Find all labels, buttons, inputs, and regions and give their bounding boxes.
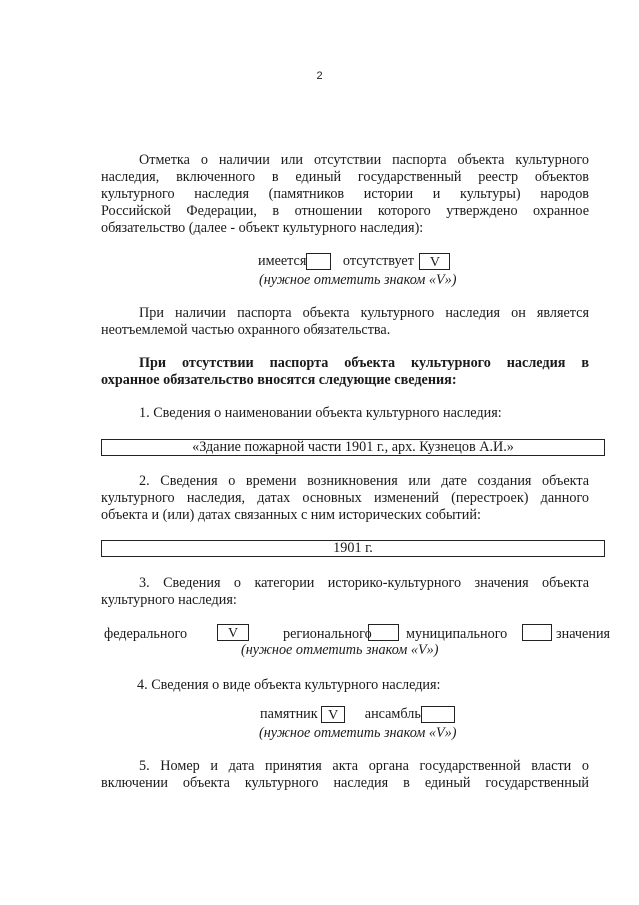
heading-line: При отсутствии паспорта объекта культурного наследия в bbox=[139, 355, 589, 371]
passport-intro-paragraph bbox=[101, 152, 589, 237]
object-type-row bbox=[260, 706, 455, 723]
section5-line: включении объекта культурного наследия в единый государственный bbox=[101, 775, 589, 791]
federal-label: федерального bbox=[104, 626, 188, 642]
intro-line: культурного наследия (памятников истории и культуры) народов bbox=[101, 186, 589, 202]
has-passport-checkbox[interactable] bbox=[306, 253, 331, 270]
no-passport-label: отсутствует bbox=[342, 253, 414, 269]
section4-title: 4. Сведения о виде объекта культурного наследия: bbox=[137, 677, 441, 693]
object-name-field[interactable]: «Здание пожарной части 1901 г., арх. Кузнецов А.И.» bbox=[101, 439, 605, 456]
section3-line: 3. Сведения о категории историко-культурного значения объекта bbox=[139, 575, 589, 591]
municipal-checkbox[interactable] bbox=[522, 624, 552, 641]
category-row bbox=[0, 624, 639, 644]
section3-line: культурного наследия: bbox=[101, 592, 237, 608]
passport-note-paragraph bbox=[101, 305, 589, 339]
passport-choice-row bbox=[258, 253, 450, 270]
page-number: 2 bbox=[316, 70, 323, 82]
section2-line: объекта и (или) датах связанных с ним исторических событий: bbox=[101, 507, 481, 523]
intro-line: Российской Федерации, в отношении которого утверждено охранное bbox=[101, 203, 589, 219]
section1-title: 1. Сведения о наименовании объекта культурного наследия: bbox=[139, 405, 502, 421]
object-type-hint: (нужное отметить знаком «V») bbox=[259, 725, 457, 741]
has-passport-label: имеется bbox=[258, 253, 307, 269]
intro-line: наследия, включенного в единый государственный реестр объектов bbox=[101, 169, 589, 185]
ensemble-label: ансамбль bbox=[364, 706, 421, 722]
creation-date-field[interactable]: 1901 г. bbox=[101, 540, 605, 557]
intro-line: Отметка о наличии или отсутствии паспорта объекта культурного bbox=[139, 152, 589, 168]
monument-label: памятник bbox=[260, 706, 318, 722]
section2-paragraph bbox=[101, 473, 589, 524]
regional-label: регионального bbox=[283, 626, 372, 642]
monument-checkbox[interactable]: V bbox=[321, 706, 345, 723]
category-hint: (нужное отметить знаком «V») bbox=[241, 642, 439, 658]
intro-line: обязательство (далее - объект культурного наследия): bbox=[101, 220, 424, 236]
section5-line: 5. Номер и дата принятия акта органа государственной власти о bbox=[139, 758, 589, 774]
regional-checkbox[interactable] bbox=[368, 624, 399, 641]
passport-choice-hint: (нужное отметить знаком «V») bbox=[259, 272, 457, 288]
section2-line: культурного наследия, датах основных изменений (перестроек) данного bbox=[101, 490, 589, 506]
absence-heading bbox=[101, 355, 589, 389]
section2-line: 2. Сведения о времени возникновения или дате создания объекта bbox=[139, 473, 589, 489]
note-line: неотъемлемой частью охранного обязательства. bbox=[101, 322, 391, 338]
municipal-label: муниципального bbox=[406, 626, 508, 642]
ensemble-checkbox[interactable] bbox=[421, 706, 455, 723]
no-passport-checkbox[interactable]: V bbox=[419, 253, 450, 270]
significance-suffix: значения bbox=[556, 626, 611, 642]
heading-line: охранное обязательство вносятся следующие сведения: bbox=[101, 372, 457, 388]
federal-checkbox[interactable]: V bbox=[217, 624, 249, 641]
section3-paragraph bbox=[101, 575, 589, 609]
section5-paragraph bbox=[101, 758, 589, 792]
note-line: При наличии паспорта объекта культурного наследия он является bbox=[139, 305, 589, 321]
